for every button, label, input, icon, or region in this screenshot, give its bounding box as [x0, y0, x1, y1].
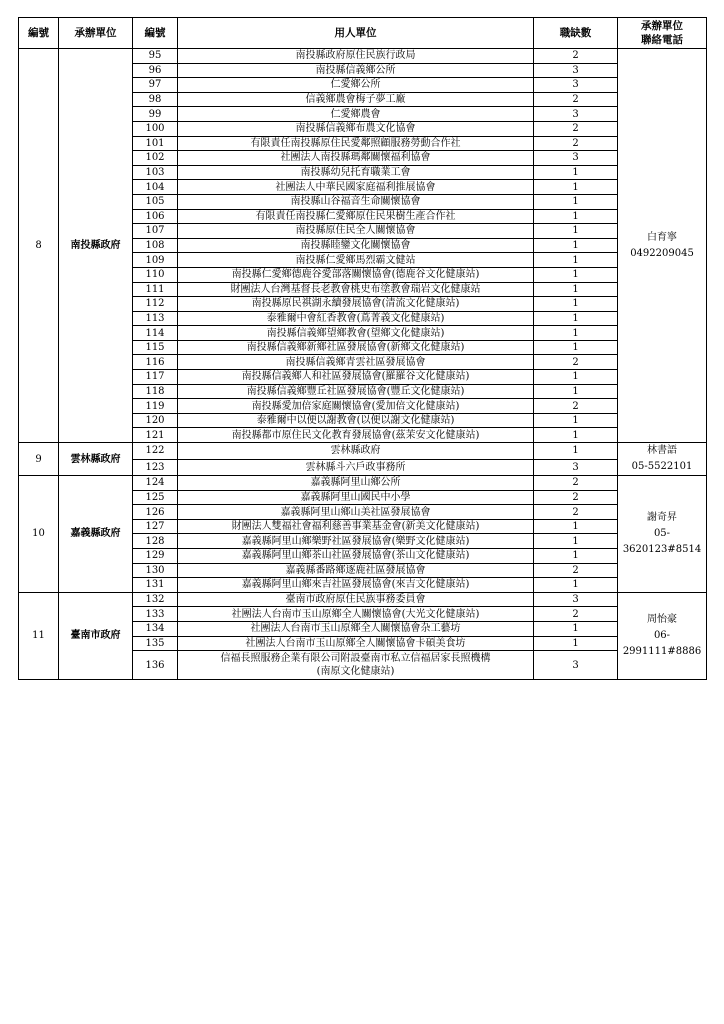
item-number: 98 [133, 92, 178, 107]
table-row [19, 592, 707, 607]
vacancy-count: 3 [534, 78, 618, 93]
vacancy-count: 2 [534, 505, 618, 520]
vacancy-count: 1 [534, 311, 618, 326]
item-number: 120 [133, 413, 178, 428]
employer-name: 南投縣政府原住民族行政局 [178, 49, 534, 64]
employer-name: 嘉義縣阿里山國民中小學 [178, 490, 534, 505]
employer-name: 信義鄉農會梅子夢工廠 [178, 92, 534, 107]
vacancy-count: 1 [534, 384, 618, 399]
vacancy-count: 1 [534, 224, 618, 239]
item-number: 103 [133, 165, 178, 180]
contact-name: 林書語 [647, 445, 677, 457]
vacancy-count: 1 [534, 165, 618, 180]
item-number: 95 [133, 49, 178, 64]
employer-name-line2: (南原文化健康站) [316, 666, 395, 678]
employer-name-line1: 信福長照服務企業有限公司附設臺南市私立信福居家長照機構 [220, 653, 491, 665]
item-number: 134 [133, 621, 178, 636]
group-number: 8 [19, 49, 59, 443]
contact-name: 白育寧 [647, 231, 677, 243]
header-group-no: 編號 [19, 18, 59, 49]
employer-name: 財團法人台灣基督長老教會桃史布塗教會瑞岩文化健康站 [178, 282, 534, 297]
employer-name: 嘉義縣阿里山鄉來吉社區發展協會(來吉文化健康站) [178, 578, 534, 593]
vacancy-count: 2 [534, 563, 618, 578]
employer-name: 南投縣信義鄉布農文化協會 [178, 121, 534, 136]
item-number: 129 [133, 549, 178, 564]
vacancy-count: 1 [534, 282, 618, 297]
vacancy-count: 2 [534, 49, 618, 64]
item-number: 96 [133, 63, 178, 78]
table-row [19, 49, 707, 64]
vacancy-count: 1 [534, 267, 618, 282]
item-number: 132 [133, 592, 178, 607]
contact-info [618, 49, 707, 443]
vacancy-count: 1 [534, 194, 618, 209]
employer-name: 南投縣睦鑾文化關懷協會 [178, 238, 534, 253]
table-row [19, 476, 707, 491]
vacancy-count: 1 [534, 428, 618, 443]
vacancy-count: 3 [534, 63, 618, 78]
vacancy-count: 1 [534, 549, 618, 564]
group-number: 10 [19, 476, 59, 593]
item-number: 128 [133, 534, 178, 549]
contact-info [618, 443, 707, 476]
employer-name: 南投縣愛加倍家庭關懷協會(愛加倍文化健康站) [178, 399, 534, 414]
vacancy-count: 1 [534, 519, 618, 534]
vacancy-count: 3 [534, 107, 618, 122]
vacancy-count: 2 [534, 121, 618, 136]
table-row [19, 443, 707, 460]
item-number: 109 [133, 253, 178, 268]
employer-name: 有限責任南投縣仁愛鄉原住民果樹生產合作社 [178, 209, 534, 224]
header-item-no: 編號 [133, 18, 178, 49]
table-body [19, 49, 707, 680]
vacancy-count: 2 [534, 355, 618, 370]
employer-name: 社團法人中華民國家庭福利推展協會 [178, 180, 534, 195]
item-number: 116 [133, 355, 178, 370]
employer-name: 南投縣幼兒托育職業工會 [178, 165, 534, 180]
header-contact-line2: 聯絡電話 [641, 34, 683, 46]
employer-name: 南投縣信義鄉青雲社區發展協會 [178, 355, 534, 370]
table-header-row [19, 18, 707, 49]
employer-name: 南投縣信義鄉豐丘社區發展協會(豐丘文化健康站) [178, 384, 534, 399]
vacancy-count: 1 [534, 253, 618, 268]
item-number: 130 [133, 563, 178, 578]
item-number: 107 [133, 224, 178, 239]
item-number: 112 [133, 297, 178, 312]
agency-name: 南投縣政府 [59, 49, 133, 443]
employer-name: 社團法人台南市玉山原鄉全人關懷協會(大光文化健康站) [178, 607, 534, 622]
vacancy-count: 1 [534, 180, 618, 195]
vacancy-count: 2 [534, 476, 618, 491]
employer-name: 社團法人台南市玉山原鄉全人關懷協會卡碩美食坊 [178, 636, 534, 651]
employer-name: 嘉義縣阿里山鄉公所 [178, 476, 534, 491]
item-number: 113 [133, 311, 178, 326]
item-number: 119 [133, 399, 178, 414]
employer-name: 有限責任南投縣原住民愛鄰照顧服務勞動合作社 [178, 136, 534, 151]
vacancy-count: 1 [534, 636, 618, 651]
vacancy-count: 1 [534, 443, 618, 460]
agency-name: 臺南市政府 [59, 592, 133, 679]
item-number: 136 [133, 651, 178, 680]
employer-name: 南投縣山谷福音生命關懷協會 [178, 194, 534, 209]
vacancy-count: 1 [534, 297, 618, 312]
item-number: 125 [133, 490, 178, 505]
item-number: 111 [133, 282, 178, 297]
item-number: 105 [133, 194, 178, 209]
vacancy-count: 2 [534, 490, 618, 505]
item-number: 133 [133, 607, 178, 622]
agency-name: 嘉義縣政府 [59, 476, 133, 593]
item-number: 121 [133, 428, 178, 443]
employer-name: 南投縣都市原住民文化教育發展協會(茲茉安文化健康站) [178, 428, 534, 443]
vacancy-count: 3 [534, 151, 618, 166]
employer-name: 嘉義縣阿里山鄉山美社區發展協會 [178, 505, 534, 520]
item-number: 99 [133, 107, 178, 122]
vacancy-count: 2 [534, 399, 618, 414]
vacancy-count: 2 [534, 92, 618, 107]
employer-name: 泰雅爾中會紅香教會(蔦菁義文化健康站) [178, 311, 534, 326]
vacancy-table [18, 17, 707, 680]
contact-name: 謝奇昇 [647, 511, 677, 523]
contact-phone: 05-3620123#8514 [622, 527, 702, 555]
employer-name: 南投縣原住民全人關懷協會 [178, 224, 534, 239]
group-number: 9 [19, 443, 59, 476]
item-number: 106 [133, 209, 178, 224]
employer-name: 嘉義縣阿里山鄉樂野社區發展協會(樂野文化健康站) [178, 534, 534, 549]
employer-name [178, 651, 534, 680]
vacancy-count: 3 [534, 592, 618, 607]
item-number: 97 [133, 78, 178, 93]
employer-name: 南投縣信義鄉人和社區發展協會(羅羅谷文化健康站) [178, 370, 534, 385]
employer-name: 嘉義縣番路鄉逐鹿社區發展協會 [178, 563, 534, 578]
item-number: 117 [133, 370, 178, 385]
item-number: 127 [133, 519, 178, 534]
contact-phone: 0492209045 [630, 247, 694, 259]
employer-name: 仁愛鄉公所 [178, 78, 534, 93]
item-number: 108 [133, 238, 178, 253]
item-number: 123 [133, 459, 178, 476]
vacancy-count: 1 [534, 326, 618, 341]
item-number: 135 [133, 636, 178, 651]
vacancy-count: 1 [534, 238, 618, 253]
contact-info [618, 476, 707, 593]
employer-name: 雲林縣政府 [178, 443, 534, 460]
employer-name: 南投縣仁愛鄉德鹿谷愛部落關懷協會(德鹿谷文化健康站) [178, 267, 534, 282]
employer-name: 仁愛鄉農會 [178, 107, 534, 122]
employer-name: 嘉義縣阿里山鄉茶山社區發展協會(茶山文化健康站) [178, 549, 534, 564]
item-number: 110 [133, 267, 178, 282]
employer-name: 南投縣信義鄉公所 [178, 63, 534, 78]
employer-name: 財團法人雙福社會福利慈善事業基金會(新美文化健康站) [178, 519, 534, 534]
vacancy-count: 1 [534, 209, 618, 224]
vacancy-count: 1 [534, 370, 618, 385]
header-agency: 承辦單位 [59, 18, 133, 49]
contact-phone: 06-2991111#8886 [622, 629, 702, 657]
contact-phone: 05-5522101 [631, 461, 693, 473]
header-contact [618, 18, 707, 49]
header-employer: 用人單位 [178, 18, 534, 49]
employer-name: 社團法人台南市玉山原鄉全人關懷協會杂工藝坊 [178, 621, 534, 636]
item-number: 124 [133, 476, 178, 491]
employer-name: 南投縣仁愛鄉馬烈霸文健站 [178, 253, 534, 268]
vacancy-count: 1 [534, 534, 618, 549]
item-number: 102 [133, 151, 178, 166]
vacancy-count: 1 [534, 621, 618, 636]
contact-name: 周怡豪 [647, 613, 677, 625]
vacancy-count: 3 [534, 459, 618, 476]
agency-name: 雲林縣政府 [59, 443, 133, 476]
item-number: 118 [133, 384, 178, 399]
employer-name: 南投縣原民祺湖永續發展協會(清流文化健康站) [178, 297, 534, 312]
header-contact-line1: 承辦單位 [641, 20, 683, 32]
item-number: 122 [133, 443, 178, 460]
employer-name: 南投縣信義鄉望鄉教會(望鄉文化健康站) [178, 326, 534, 341]
item-number: 126 [133, 505, 178, 520]
vacancy-count: 2 [534, 136, 618, 151]
item-number: 100 [133, 121, 178, 136]
item-number: 114 [133, 326, 178, 341]
item-number: 104 [133, 180, 178, 195]
employer-name: 南投縣信義鄉新鄉社區發展協會(新鄉文化健康站) [178, 340, 534, 355]
employer-name: 臺南市政府原住民族事務委員會 [178, 592, 534, 607]
vacancy-count: 1 [534, 413, 618, 428]
vacancy-count: 3 [534, 651, 618, 680]
contact-info [618, 592, 707, 679]
header-vacancies: 職缺數 [534, 18, 618, 49]
item-number: 115 [133, 340, 178, 355]
vacancy-count: 2 [534, 607, 618, 622]
vacancy-count: 1 [534, 340, 618, 355]
employer-name: 社團法人南投縣瑪鄰關懷福利協會 [178, 151, 534, 166]
group-number: 11 [19, 592, 59, 679]
employer-name: 泰雅爾中以便以謝教會(以便以謝文化健康站) [178, 413, 534, 428]
employer-name: 雲林縣斗六戶政事務所 [178, 459, 534, 476]
item-number: 131 [133, 578, 178, 593]
item-number: 101 [133, 136, 178, 151]
vacancy-count: 1 [534, 578, 618, 593]
